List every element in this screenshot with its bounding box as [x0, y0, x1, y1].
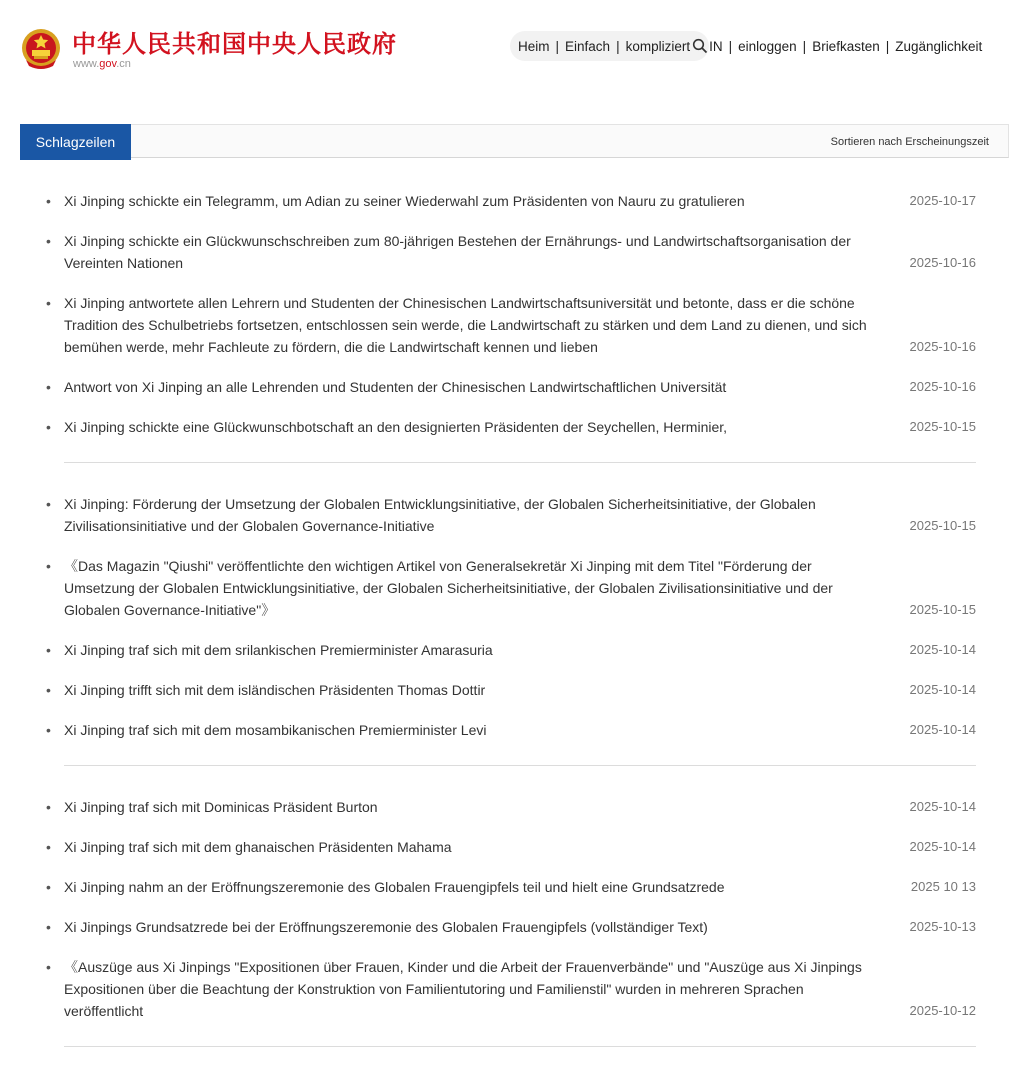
news-date: 2025-10-16 — [909, 255, 976, 270]
list-item[interactable] — [44, 283, 976, 367]
bullet: • — [46, 233, 51, 249]
list-item[interactable] — [44, 710, 976, 750]
news-title-link[interactable]: Xi Jinping traf sich mit dem ghanaischen Präsidenten Mahama — [64, 839, 452, 855]
list-item[interactable] — [44, 407, 976, 447]
news-date: 2025-10-16 — [909, 339, 976, 354]
page-header — [0, 0, 1024, 100]
tab-headlines[interactable]: Schlagzeilen — [20, 124, 131, 160]
news-title-link[interactable]: 《Das Magazin "Qiushi" veröffentlichte den wichtigen Artikel von Generalsekretär Xi Jinping mit dem Titel "Förderung der Umsetzung der Globalen Entwicklungsinitiative, der Globalen Sicherheitsinitiative, der Globalen Zivilisationsinitiative und der Globalen Governance-Initiative"》 — [64, 558, 833, 618]
nav-separator: | — [728, 38, 733, 54]
national-emblem-icon[interactable] — [20, 26, 62, 72]
news-date: 2025-10-13 — [909, 919, 976, 934]
bullet: • — [46, 839, 51, 855]
top-navigation — [510, 31, 982, 61]
bullet: • — [46, 419, 51, 435]
nav-separator: | — [802, 38, 807, 54]
news-date: 2025-10-14 — [909, 799, 976, 814]
news-list — [44, 181, 976, 1068]
nav-pill — [510, 31, 709, 61]
list-item[interactable] — [44, 221, 976, 283]
nav-separator: | — [885, 38, 890, 54]
list-item[interactable] — [44, 484, 976, 546]
news-group-1 — [46, 181, 976, 463]
bullet: • — [46, 879, 51, 895]
sort-by-date-link[interactable]: Sortieren nach Erscheinungszeit — [830, 136, 989, 148]
news-date: 2025-10-14 — [909, 839, 976, 854]
news-title-link[interactable]: Xi Jinping trifft sich mit dem isländischen Präsidenten Thomas Dottir — [64, 682, 486, 698]
site-url-suffix: .cn — [116, 58, 131, 70]
news-title-link[interactable]: Antwort von Xi Jinping an alle Lehrenden und Studenten der Chinesischen Landwirtschaftlichen Universität — [64, 379, 727, 395]
news-date: 2025-10-15 — [909, 518, 976, 533]
site-url-prefix: www. — [73, 58, 100, 70]
bullet: • — [46, 682, 51, 698]
list-item[interactable] — [44, 867, 976, 907]
nav-complex-link[interactable]: kompliziert — [625, 38, 691, 54]
tab-bar — [20, 124, 1009, 158]
news-group-3 — [46, 787, 976, 1047]
news-date: 2025 10 13 — [910, 879, 976, 894]
list-item[interactable] — [44, 670, 976, 710]
nav-home-link[interactable]: Heim — [518, 38, 550, 54]
news-title-link[interactable]: Xi Jinping: Förderung der Umsetzung der Globalen Entwicklungsinitiative, der Globalen Sicherheitsinitiative, der Globalen Zivilisationsinitiative und der Globalen Governance-Initiative — [64, 496, 816, 534]
news-date: 2025-10-14 — [909, 722, 976, 737]
nav-simple-link[interactable]: Einfach — [565, 38, 611, 54]
news-title-link[interactable]: Xi Jinping schickte eine Glückwunschbotschaft an den designierten Präsidenten der Seychellen, Herminier, — [64, 419, 728, 435]
list-item[interactable] — [44, 367, 976, 407]
site-url — [73, 58, 131, 70]
news-date: 2025-10-16 — [909, 379, 976, 394]
bullet: • — [46, 642, 51, 658]
nav-separator: | — [555, 38, 560, 54]
site-url-domain: gov — [99, 58, 117, 70]
bullet: • — [46, 496, 51, 512]
site-title[interactable]: 中华人民共和国中央人民政府 — [72, 30, 397, 58]
list-item[interactable] — [44, 181, 976, 221]
nav-accessibility-link[interactable]: Zugänglichkeit — [895, 38, 983, 54]
news-date: 2025-10-15 — [909, 602, 976, 617]
bullet: • — [46, 379, 51, 395]
nav-language-link[interactable]: IN — [709, 38, 723, 54]
news-title-link[interactable]: Xi Jinping antwortete allen Lehrern und Studenten der Chinesischen Landwirtschaftsuniversität und betonte, dass er die schöne Tradition des Schulbetriebs fortsetzen, entschlossen sein werde, die Landwirtschaft zu stärken und dem Land zu dienen, und sich bemühen werde, mehr Fachleute zu fördern, die die Landwirtschaft kennen und lieben — [64, 295, 867, 355]
nav-login-link[interactable]: einloggen — [738, 38, 797, 54]
news-date: 2025-10-15 — [909, 419, 976, 434]
news-date: 2025-10-14 — [909, 642, 976, 657]
list-item[interactable] — [44, 546, 976, 630]
news-title-link[interactable]: Xi Jinping schickte ein Telegramm, um Adian zu seiner Wiederwahl zum Präsidenten von Nauru zu gratulieren — [64, 193, 745, 209]
news-title-link[interactable]: 《Auszüge aus Xi Jinpings "Expositionen über Frauen, Kinder und die Arbeit der Frauenverbände" und "Auszüge aus Xi Jinpings Expositionen über die Beachtung der Konstruktion von Familientutoring und Familienstil" wurden in mehreren Sprachen veröffentlicht — [64, 959, 862, 1019]
news-date: 2025-10-17 — [909, 193, 976, 208]
news-title-link[interactable]: Xi Jinping traf sich mit dem mosambikanischen Premierminister Levi — [64, 722, 487, 738]
bullet: • — [46, 799, 51, 815]
news-date: 2025-10-12 — [909, 1003, 976, 1018]
list-item[interactable] — [44, 907, 976, 947]
list-item[interactable] — [44, 630, 976, 670]
bullet: • — [46, 295, 51, 311]
news-title-link[interactable]: Xi Jinping schickte ein Glückwunschschreiben zum 80-jährigen Bestehen der Ernährungs- und Landwirtschaftsorganisation der Vereinten Nationen — [64, 233, 851, 271]
list-item[interactable] — [44, 947, 976, 1031]
news-title-link[interactable]: Xi Jinping nahm an der Eröffnungszeremonie des Globalen Frauengipfels teil und hielt eine Grundsatzrede — [64, 879, 725, 895]
bullet: • — [46, 558, 51, 574]
news-title-link[interactable]: Xi Jinping traf sich mit dem srilankischen Premierminister Amarasuria — [64, 642, 493, 658]
news-title-link[interactable]: Xi Jinping traf sich mit Dominicas Präsident Burton — [64, 799, 378, 815]
bullet: • — [46, 959, 51, 975]
search-icon[interactable] — [692, 38, 708, 54]
news-date: 2025-10-14 — [909, 682, 976, 697]
nav-mailbox-link[interactable]: Briefkasten — [812, 38, 880, 54]
list-item[interactable] — [44, 827, 976, 867]
list-item[interactable] — [44, 787, 976, 827]
bullet: • — [46, 193, 51, 209]
bullet: • — [46, 722, 51, 738]
news-title-link[interactable]: Xi Jinpings Grundsatzrede bei der Eröffnungszeremonie des Globalen Frauengipfels (vollständiger Text) — [64, 919, 708, 935]
news-group-2 — [46, 484, 976, 766]
bullet: • — [46, 919, 51, 935]
nav-separator: | — [616, 38, 620, 54]
